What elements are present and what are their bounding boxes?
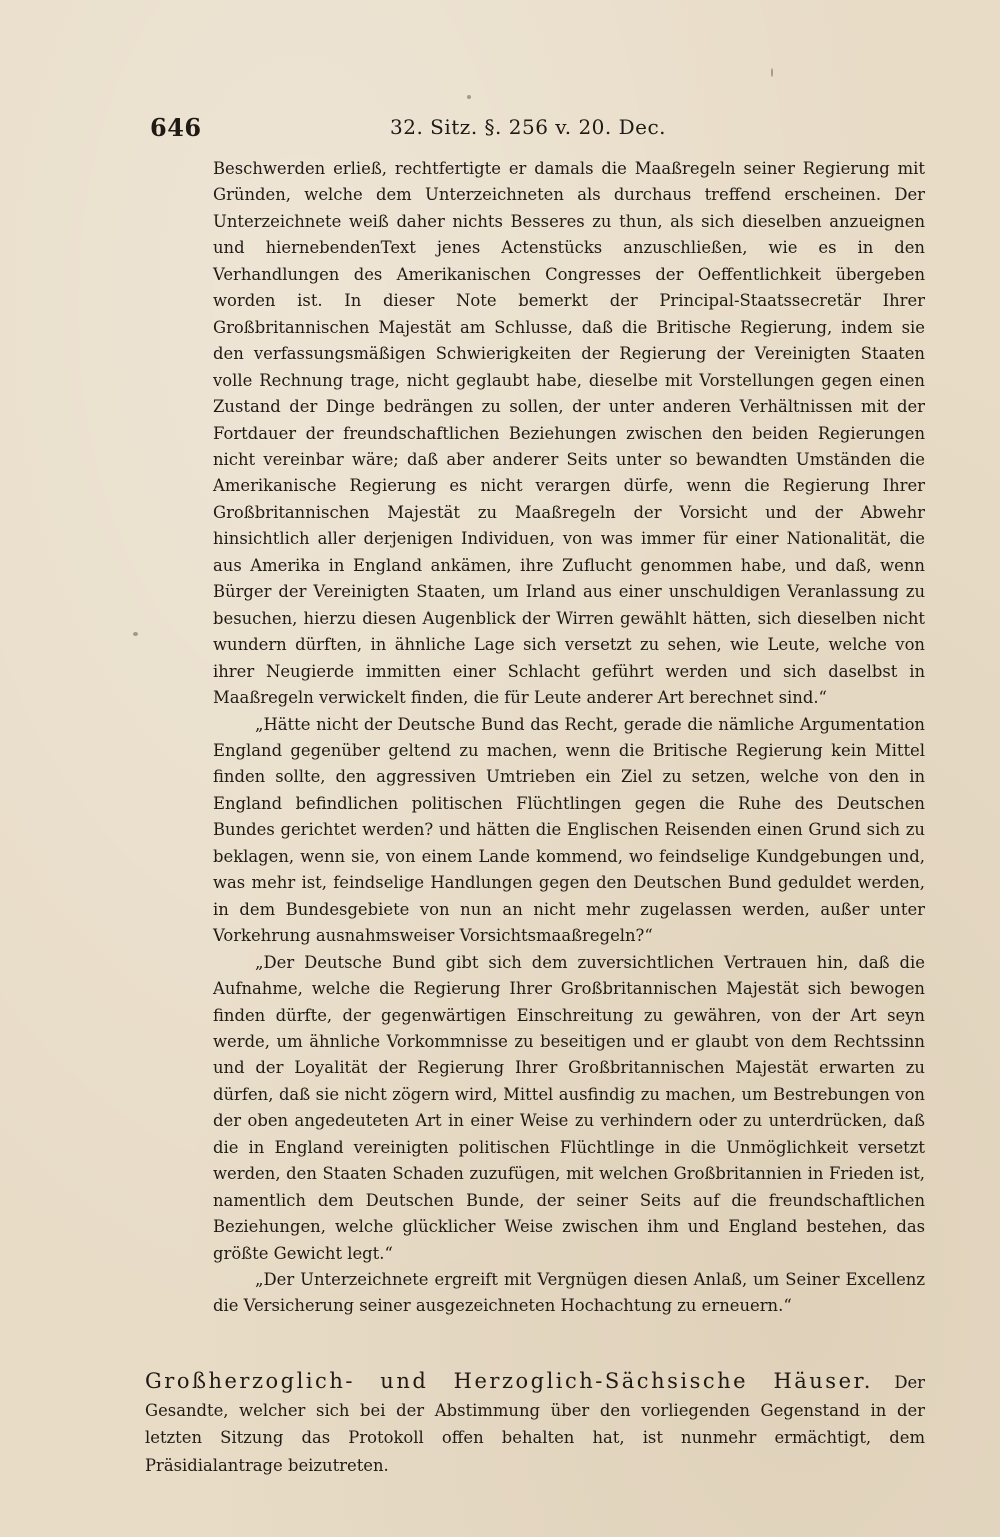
final-paragraph	[145, 1368, 925, 1479]
paragraph-2: „Hätte nicht der Deutsche Bund das Recht, gerade die nämliche Argumentation England gegenüber geltend zu machen, wenn die Britische Regierung kein Mittel finden sollte, den aggressiven Umtrieben ein Ziel zu setzen, welche von den in England befindlichen politischen Flüchtlingen gegen die Ruhe des Deutschen Bundes gerichtet werden? und hätten die Englischen Reisenden einen Grund sich zu beklagen, wenn sie, von einem Lande kommend, wo feindselige Kundgebungen und, was mehr ist, feindselige Handlungen gegen den Deutschen Bund geduldet werden, in dem Bundesgebiete von nun an nicht mehr zugelassen werden, außer unter Vorkehrung ausnahmsweiser Vorsichtsmaaßregeln?“	[213, 714, 925, 946]
body-text	[213, 156, 925, 1320]
paragraph-4: „Der Unterzeichnete ergreift mit Vergnügen diesen Anlaß, um Seiner Excellenz die Versicherung seiner ausgezeichneten Hochachtung zu erneuern.“	[213, 1270, 925, 1316]
final-paragraph-text: Der Gesandte, welcher sich bei der Abstimmung über den vorliegenden Gegenstand in der letzten Sitzung das Protokoll offen behalten hat, ist nunmehr ermächtigt, dem Präsidialantrage beizutreten.	[145, 1373, 925, 1475]
paragraph-1: Beschwerden erließ, rechtfertigte er damals die Maaßregeln seiner Regierung mit Gründen, welche dem Unterzeichneten als durchaus treffend erscheinen. Der Unterzeichnete weiß daher nichts Besseres zu thun, als sich dieselben anzueignen und hiernebendenText jenes Actenstücks anzuschließen, wie es in den Verhandlungen des Amerikanischen Congresses der Oeffentlichkeit übergeben worden ist. In dieser Note bemerkt der Principal-Staatssecretär Ihrer Großbritannischen Majestät am Schlusse, daß die Britische Regierung, indem sie den verfassungsmäßigen Schwierigkeiten der Regierung der Vereinigten Staaten volle Rechnung trage, nicht geglaubt habe, dieselbe mit Vorstellungen gegen einen Zustand der Dinge bedrängen zu sollen, der unter anderen Verhältnissen mit der Fortdauer der freundschaftlichen Beziehungen zwischen den beiden Regierungen nicht vereinbar wäre; daß aber anderer Seits unter so bewandten Umständen die Amerikanische Regierung es nicht verargen dürfe, wenn die Regierung Ihrer Großbritannischen Majestät zu Maaßregeln der Vorsicht und der Abwehr hinsichtlich aller derjenigen Individuen, von was immer für einer Nationalität, die aus Amerika in England ankämen, ihre Zuflucht genommen habe, und daß, wenn Bürger der Vereinigten Staaten, um Irland aus einer unschuldigen Veranlassung zu besuchen, hierzu diesen Augenblick der Wirren gewählt hätten, sich dieselben nicht wundern dürften, in ähnliche Lage sich versetzt zu sehen, wie Leute, welche von ihrer Neugierde immitten einer Schlacht geführt werden und sich daselbst in Maaßregeln verwickelt finden, die für Leute anderer Art berechnet sind.“	[213, 159, 925, 708]
page-header	[150, 113, 940, 147]
section-heading: Großherzoglich- und Herzoglich-Sächsische Häuser.	[145, 1369, 873, 1394]
paper-speck	[133, 632, 138, 636]
paper-speck	[467, 95, 471, 99]
running-head: 32. Sitz. §. 256 v. 20. Dec.	[390, 115, 667, 139]
paragraph-3: „Der Deutsche Bund gibt sich dem zuversichtlichen Vertrauen hin, daß die Aufnahme, welche die Regierung Ihrer Großbritannischen Majestät sich bewogen finden dürfte, der gegenwärtigen Einschreitung zu gewähren, von der Art seyn werde, um ähnliche Vorkommnisse zu beseitigen und er glaubt von dem Rechtssinn und der Loyalität der Regierung Ihrer Großbritannischen Majestät erwarten zu dürfen, daß sie nicht zögern wird, Mittel ausfindig zu machen, um Bestrebungen von der oben angedeuteten Art in einer Weise zu verhindern oder zu unterdrücken, daß die in England vereinigten politischen Flüchtlinge in die Unmöglichkeit versetzt werden, den Staaten Schaden zuzufügen, mit welchen Großbritannien in Frieden ist, namentlich dem Deutschen Bunde, der seiner Seits auf die freundschaftlichen Beziehungen, welche glücklicher Weise zwischen ihm und England bestehen, das größte Gewicht legt.“	[213, 952, 925, 1263]
page-number: 646	[150, 113, 202, 142]
paper-speck	[771, 68, 773, 77]
